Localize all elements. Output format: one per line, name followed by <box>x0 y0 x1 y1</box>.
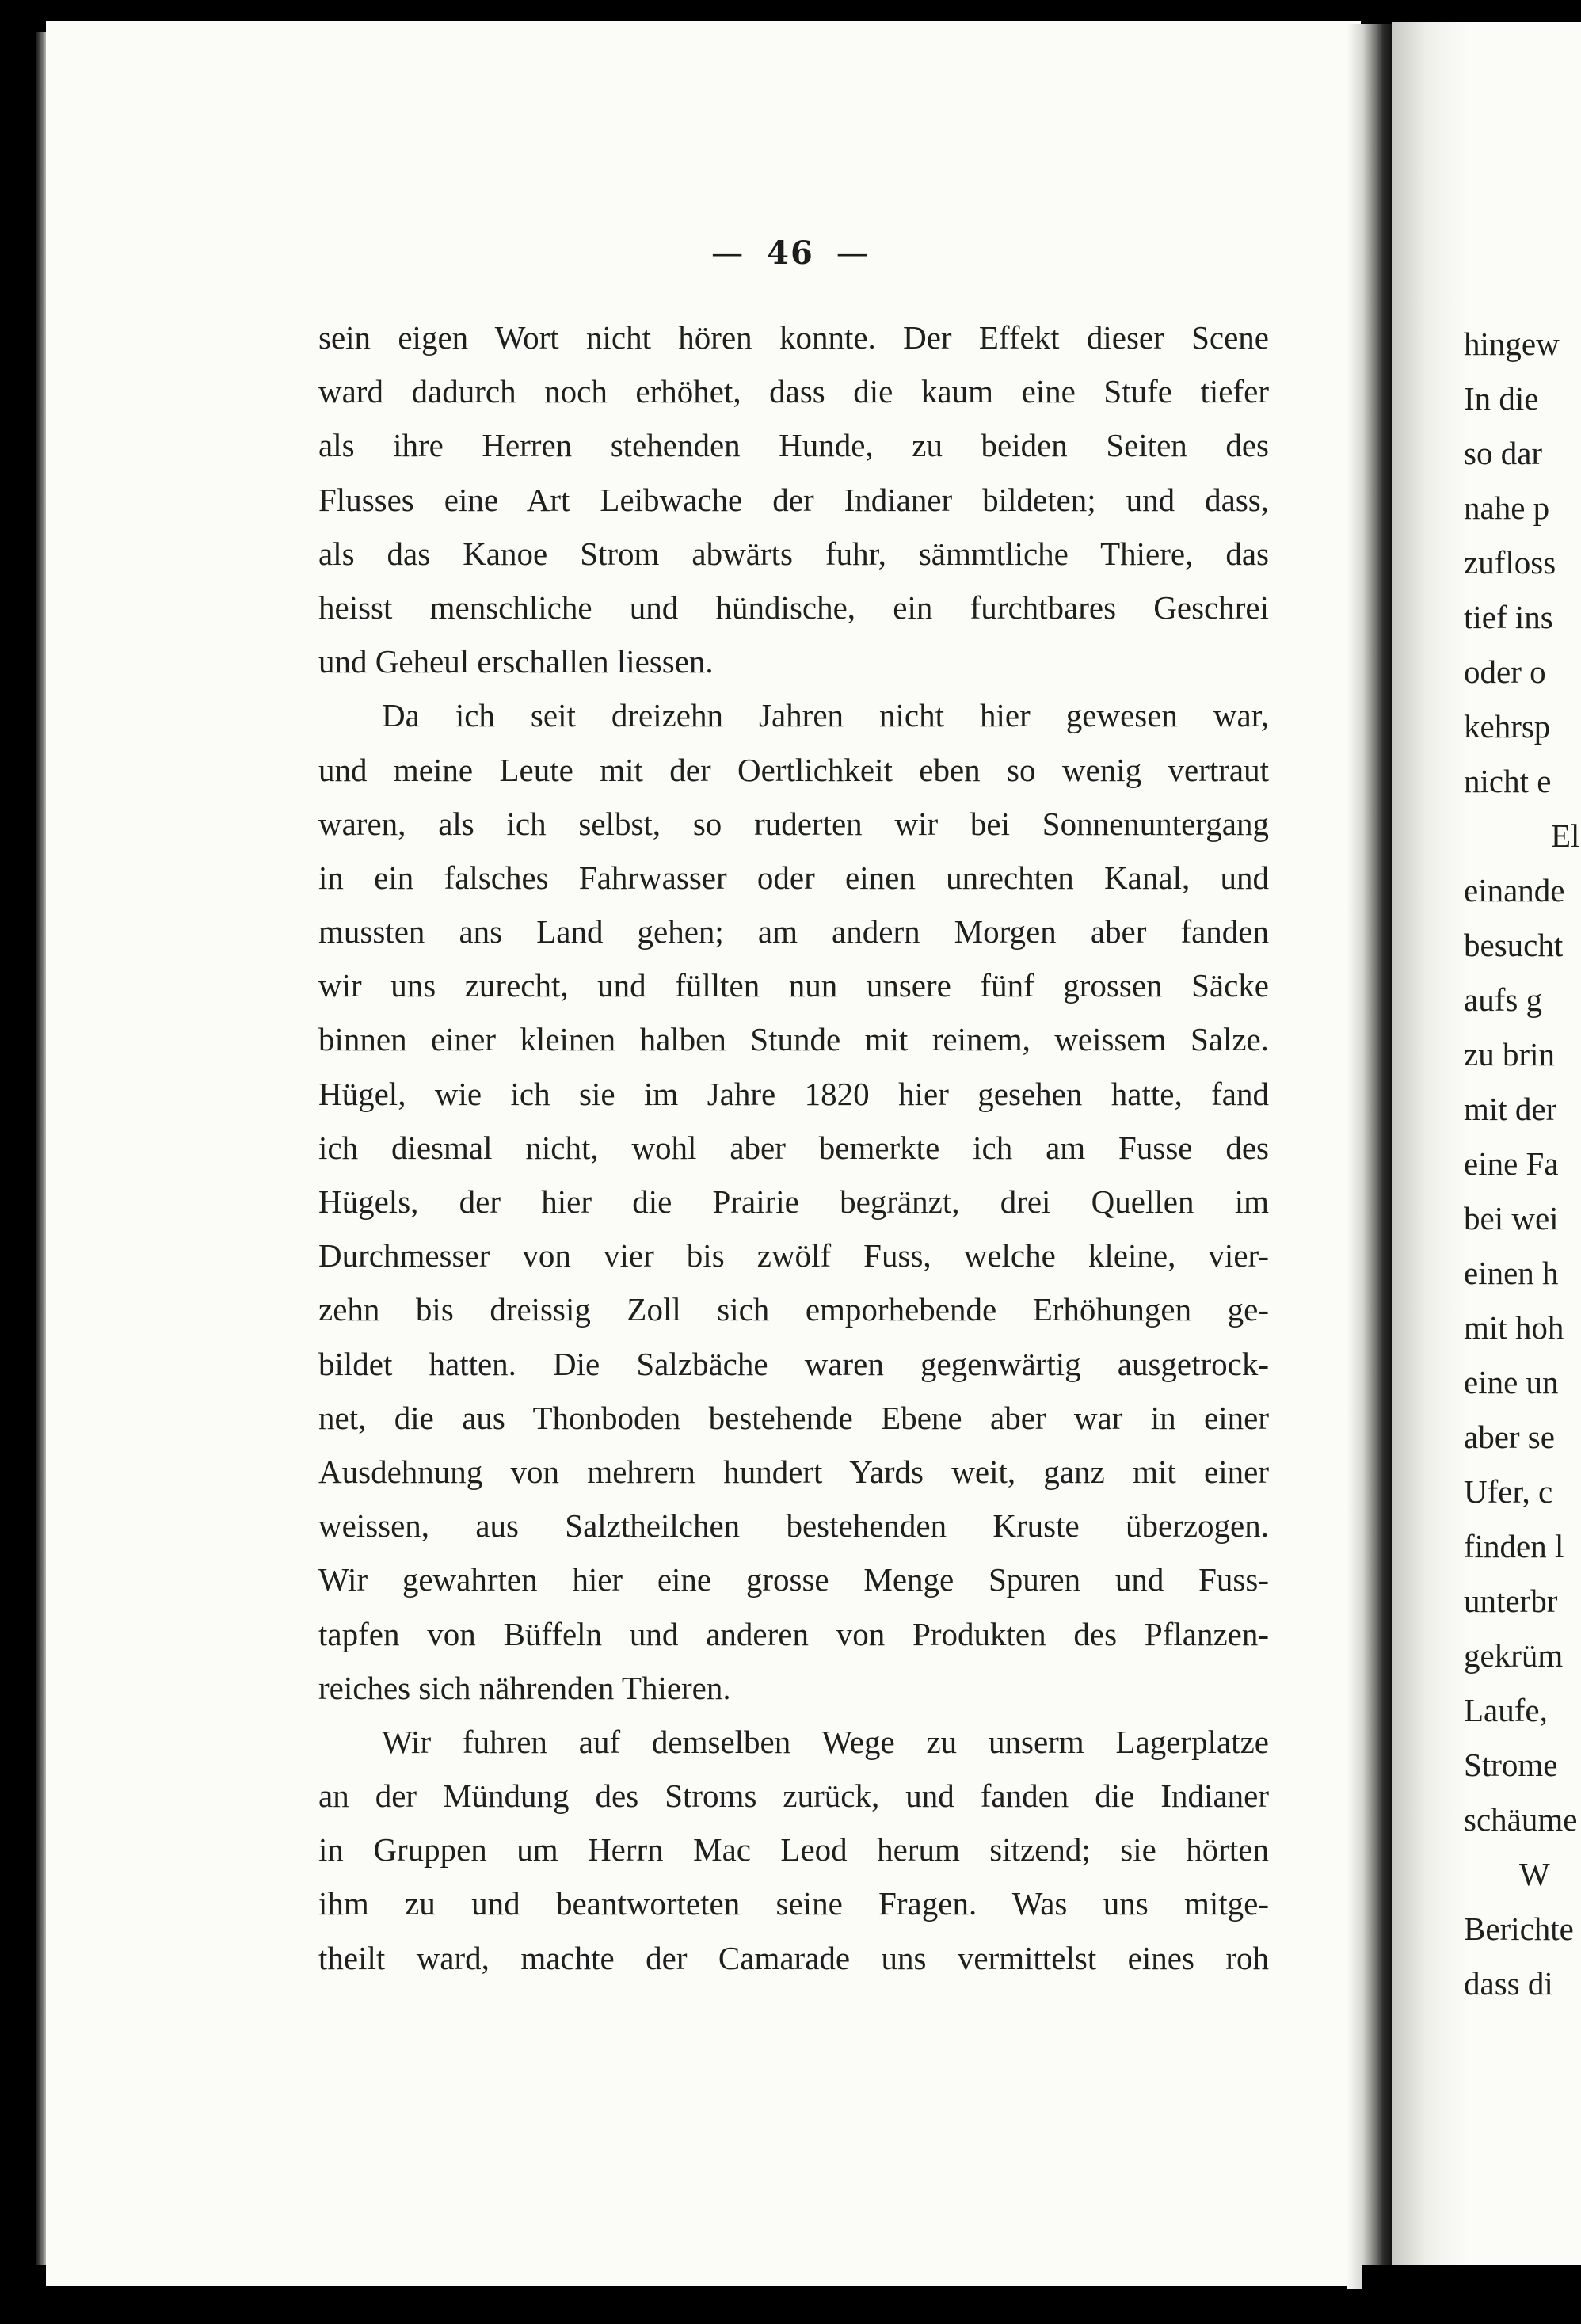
text-line: tapfen von Büffeln und anderen von Produkten des Pflanzen- <box>318 1615 1269 1652</box>
text-line: zehn bis dreissig Zoll sich emporhebende Erhöhungen ge- <box>318 1291 1269 1328</box>
page-number-header <box>0 234 1581 272</box>
facing-text-line: unterbr <box>1464 1583 1558 1619</box>
facing-text-line: schäume <box>1464 1801 1578 1838</box>
facing-text-line: Strome <box>1464 1747 1558 1783</box>
text-line: Hügel, wie ich sie im Jahre 1820 hier gesehen hatte, fand <box>318 1075 1269 1112</box>
facing-text-line: tief ins <box>1464 599 1553 635</box>
text-line: sein eigen Wort nicht hören konnte. Der Effekt dieser Scene <box>318 319 1269 356</box>
text-line: an der Mündung des Stroms zurück, und fanden die Indianer <box>318 1777 1269 1815</box>
facing-text-line: eine un <box>1464 1364 1559 1400</box>
facing-text-line: zu brin <box>1464 1036 1555 1072</box>
facing-text-line: mit der <box>1464 1091 1557 1127</box>
facing-text-line: hingew <box>1464 326 1560 362</box>
text-line: wir uns zurecht, und füllten nun unsere fünf grossen Säcke <box>318 967 1269 1004</box>
facing-text-line: aber se <box>1464 1419 1555 1455</box>
page-number: 46 <box>767 234 814 272</box>
facing-text-line: so dar <box>1464 435 1543 471</box>
text-line: heisst menschliche und hündische, ein furchtbares Geschrei <box>318 589 1269 626</box>
text-line: waren, als ich selbst, so ruderten wir bei Sonnenuntergang <box>318 805 1269 842</box>
facing-text-line: mit hoh <box>1464 1309 1564 1346</box>
text-line-paragraph-start: Da ich seit dreizehn Jahren nicht hier gewesen war, <box>382 697 1269 734</box>
binding-gutter <box>1347 24 1392 2289</box>
facing-text-line: einen h <box>1464 1255 1559 1291</box>
facing-text-line: In die <box>1464 380 1539 417</box>
facing-page-text-block <box>1464 317 1581 2011</box>
text-line: ward dadurch noch erhöhet, dass die kaum eine Stufe tiefer <box>318 373 1269 410</box>
facing-text-line: besucht <box>1464 927 1564 963</box>
facing-text-line: Ufer, c <box>1464 1473 1553 1510</box>
text-line: mussten ans Land gehen; am andern Morgen aber fanden <box>318 913 1269 951</box>
text-line: und meine Leute mit der Oertlichkeit eben so wenig vertraut <box>318 751 1269 788</box>
facing-text-line: eine Fa <box>1464 1145 1559 1182</box>
header-dash-left: — <box>711 235 745 272</box>
text-line-paragraph-end: reiches sich nährenden Thieren. <box>318 1669 731 1706</box>
text-line: Ausdehnung von mehrern hundert Yards weit, ganz mit einer <box>318 1453 1269 1490</box>
facing-text-line: Laufe, <box>1464 1692 1548 1728</box>
header-dash-right: — <box>836 235 870 272</box>
facing-text-line: finden l <box>1464 1528 1564 1564</box>
text-line: Hügels, der hier die Prairie begränzt, drei Quellen im <box>318 1183 1269 1220</box>
text-line: Wir gewahrten hier eine grosse Menge Spuren und Fuss- <box>318 1561 1269 1598</box>
text-line: binnen einer kleinen halben Stunde mit reinem, weissem Salze. <box>318 1021 1269 1058</box>
facing-text-line: gekrüm <box>1464 1637 1564 1674</box>
facing-text-line: El <box>1551 817 1580 854</box>
text-line: als das Kanoe Strom abwärts fuhr, sämmtliche Thiere, das <box>318 535 1269 572</box>
facing-text-line: aufs g <box>1464 981 1543 1018</box>
text-line: als ihre Herren stehenden Hunde, zu beiden Seiten des <box>318 427 1269 464</box>
text-line: ich diesmal nicht, wohl aber bemerkte ich am Fusse des <box>318 1129 1269 1166</box>
text-line: bildet hatten. Die Salzbäche waren gegenwärtig ausgetrock- <box>318 1345 1269 1382</box>
scan-border-bottom <box>1362 2265 1581 2313</box>
text-line-paragraph-end: und Geheul erschallen liessen. <box>318 643 714 680</box>
text-line: in Gruppen um Herrn Mac Leod herum sitzend; sie hörten <box>318 1831 1269 1869</box>
text-line: theilt ward, machte der Camarade uns vermittelst eines roh <box>318 1939 1269 1976</box>
text-line-paragraph-start: Wir fuhren auf demselben Wege zu unserm Lagerplatze <box>382 1723 1269 1760</box>
text-line: Durchmesser von vier bis zwölf Fuss, welche kleine, vier- <box>318 1237 1269 1274</box>
facing-text-line: oder o <box>1464 653 1546 690</box>
facing-text-line: einande <box>1464 872 1565 909</box>
facing-text-line: W <box>1519 1856 1550 1892</box>
text-line: Flusses eine Art Leibwache der Indianer bildeten; und dass, <box>318 481 1269 518</box>
facing-text-line: nicht e <box>1464 763 1552 799</box>
main-text-block <box>318 311 1269 1985</box>
text-line: ihm zu und beantworteten seine Fragen. Was uns mitge- <box>318 1885 1269 1922</box>
facing-text-line: nahe p <box>1464 490 1550 526</box>
facing-text-line: dass di <box>1464 1965 1553 2002</box>
text-line: net, die aus Thonboden bestehende Ebene aber war in einer <box>318 1399 1269 1436</box>
facing-text-line: zufloss <box>1464 544 1556 581</box>
facing-text-line: Berichte <box>1464 1911 1574 1947</box>
text-line: in ein falsches Fahrwasser oder einen unrechten Kanal, und <box>318 859 1269 896</box>
facing-text-line: bei wei <box>1464 1200 1559 1236</box>
text-line: weissen, aus Salztheilchen bestehenden Kruste überzogen. <box>318 1507 1269 1545</box>
facing-text-line: kehrsp <box>1464 708 1551 745</box>
